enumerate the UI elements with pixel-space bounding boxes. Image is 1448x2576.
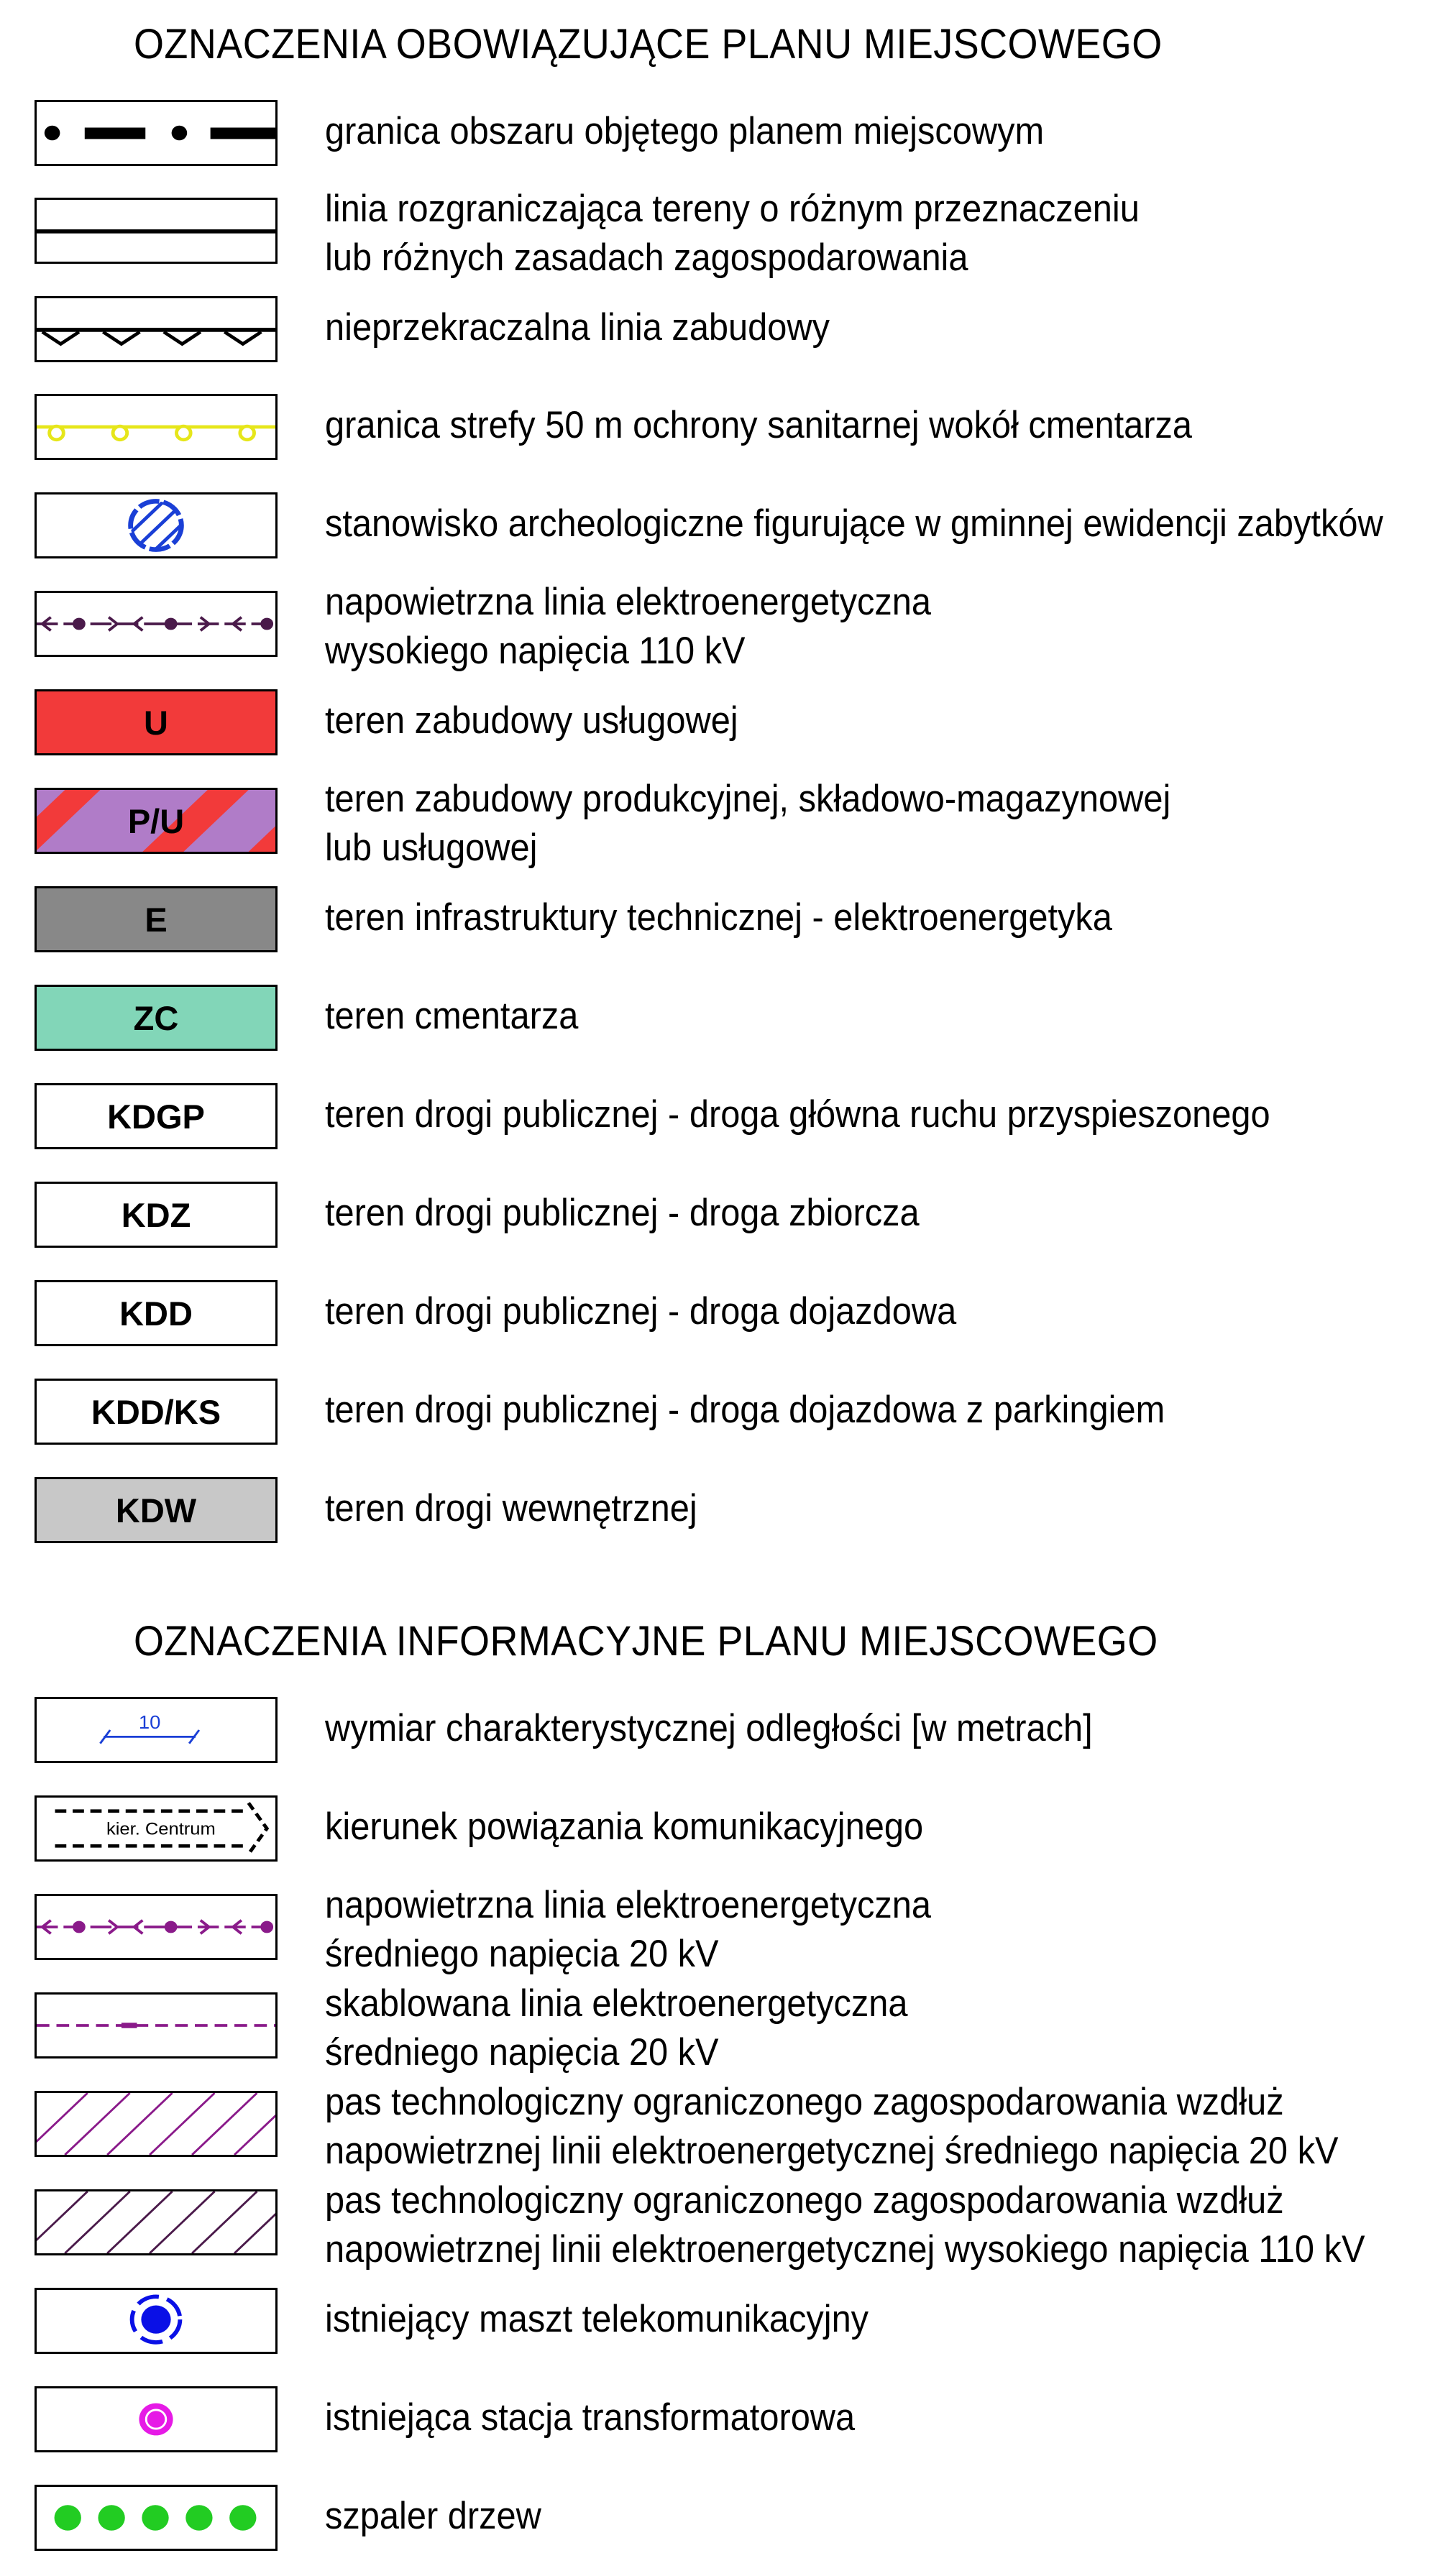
zone-kddks-symbol [35,1379,278,1445]
hv-strip-description: pas technologiczny ograniczonego zagospodarowania wzdłuż napowietrznej linii elektroenergetycznej wysokiego napięcia 110 kV [325,2179,1365,2271]
obligatory-heading: OZNACZENIA OBOWIĄZUJĄCE PLANU MIEJSCOWEGO [134,21,1163,68]
hv-strip-symbol [35,2189,278,2255]
transformer-description: istniejąca stacja transformatorowa [325,2396,856,2439]
zone-zc-code: ZC [133,998,179,1037]
dimension-description: wymiar charakterystycznej odległości [w metrach] [325,1707,1093,1749]
zone-e-symbol [35,886,278,952]
zone-kdgp-description: teren drogi publicznej - droga główna ruchu przyspieszonego [325,1093,1270,1136]
tree-row-symbol [35,2485,278,2551]
zone-kddks-description: teren drogi publicznej - droga dojazdowa z parkingiem [325,1389,1165,1431]
archaeological-site-description: stanowisko archeologiczne figurujące w gminnej ewidencji zabytków [325,502,1383,545]
demarcation-line-symbol [35,198,278,264]
zone-kdgp-symbol [35,1083,278,1149]
zone-kdw-description: teren drogi wewnętrznej [325,1487,697,1530]
direction-label: kier. Centrum [106,1818,216,1839]
plan-boundary-description: granica obszaru objętego planem miejscowym [325,110,1045,152]
demarcation-line-description: linia rozgraniczająca tereny o różnym przeznaczeniu lub różnych zasadach zagospodarowania [325,188,1140,279]
mv-strip-description: pas technologiczny ograniczonego zagospodarowania wzdłuż napowietrznej linii elektroenergetycznej średniego napięcia 20 kV [325,2081,1339,2172]
mv-cable-symbol [35,1992,278,2058]
mv-cable-description: skablowana linia elektroenergetyczna średniego napięcia 20 kV [325,1982,908,2074]
mv-line-description: napowietrzna linia elektroenergetyczna średniego napięcia 20 kV [325,1884,931,1975]
zone-e-code: E [145,900,168,939]
zone-u-description: teren zabudowy usługowej [325,699,738,742]
zone-zc-symbol [35,985,278,1051]
building-line-symbol [35,296,278,362]
dimension-symbol [35,1697,278,1763]
building-line-description: nieprzekraczalna linia zabudowy [325,306,830,349]
transformer-symbol [35,2386,278,2452]
tree-row-description: szpaler drzew [325,2495,541,2537]
zone-u-symbol [35,689,278,755]
zone-pu-code: P/U [127,801,185,840]
zone-pu-symbol [35,788,278,854]
zone-pu-description: teren zabudowy produkcyjnej, składowo-magazynowej lub usługowej [325,778,1171,869]
dimension-value: 10 [138,1711,161,1733]
direction-symbol [35,1795,278,1862]
zone-u-code: U [144,703,168,742]
informative-heading: OZNACZENIA INFORMACYJNE PLANU MIEJSCOWEGO [134,1618,1158,1665]
zone-kdz-code: KDZ [121,1195,191,1234]
cemetery-zone-description: granica strefy 50 m ochrony sanitarnej wokół cmentarza [325,404,1193,446]
zone-e-description: teren infrastruktury technicznej - elektroenergetyka [325,896,1112,939]
mv-strip-symbol [35,2091,278,2157]
mv-line-symbol [35,1894,278,1960]
plan-boundary-symbol [35,100,278,166]
hv-line-symbol [35,591,278,657]
zone-kdz-symbol [35,1182,278,1248]
zone-kddks-code: KDD/KS [91,1392,221,1431]
zone-kdw-code: KDW [115,1491,197,1530]
zone-kdz-description: teren drogi publicznej - droga zbiorcza [325,1192,920,1234]
zone-kdd-description: teren drogi publicznej - droga dojazdowa [325,1290,957,1333]
zone-zc-description: teren cmentarza [325,995,579,1037]
telecom-mast-description: istniejący maszt telekomunikacyjny [325,2298,869,2340]
hv-line-description: napowietrzna linia elektroenergetyczna wysokiego napięcia 110 kV [325,581,931,672]
archaeological-site-symbol [35,492,278,558]
zone-kdgp-code: KDGP [107,1097,205,1136]
zone-kdw-symbol [35,1477,278,1543]
direction-description: kierunek powiązania komunikacyjnego [325,1806,924,1848]
zone-kdd-symbol [35,1280,278,1346]
telecom-mast-symbol [35,2288,278,2354]
zone-kdd-code: KDD [119,1294,193,1333]
cemetery-zone-symbol [35,394,278,460]
